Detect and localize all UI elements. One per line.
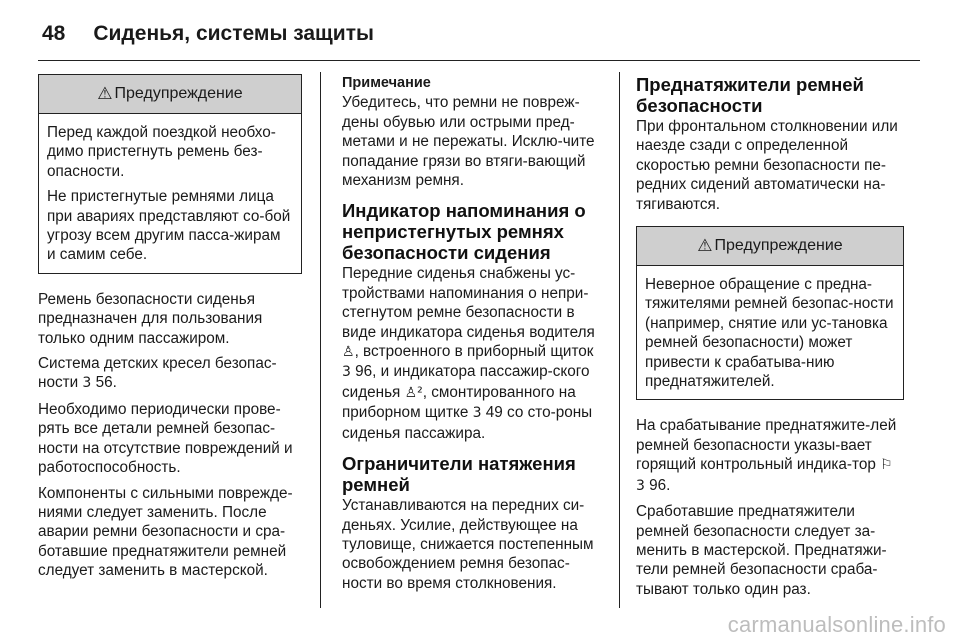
warning-triangle-icon: ⚠ <box>697 236 713 256</box>
paragraph-text: Система детских кресел безопас-ности <box>38 355 277 392</box>
warning-text: Перед каждой поездкой необхо-димо пристегнуть ремень без-опасности. <box>47 124 276 180</box>
column-middle <box>342 74 604 599</box>
watermark: carmanualsonline.info <box>727 612 946 637</box>
warning-triangle-icon: ⚠ <box>97 84 113 104</box>
paragraph: Ремень безопасности сиденья предназначен для пользования только одним пассажиром. <box>38 290 263 347</box>
page-number: 48 <box>42 22 66 45</box>
paragraph: Необходимо периодически прове-рять все детали ремней безопас-ности на отсутствие повреждений и работоспособность. <box>38 400 293 477</box>
note-title: Примечание <box>342 75 431 91</box>
airbag-indicator-icon: ⚐ <box>880 457 893 474</box>
warning-header <box>39 75 301 114</box>
section-heading: Ограничители натяжения ремней <box>342 453 576 496</box>
page-reference: 96. <box>649 476 671 494</box>
reference-arrow-icon: 3 <box>472 405 482 422</box>
paragraph-text: 96, и индикатора пассажир-ского сиденья <box>342 363 590 401</box>
paragraph-text: , встроенного в приборный щиток <box>354 343 594 361</box>
paragraph-text: На срабатывание преднатяжите-лей ремней безопасности указы-вает горящий контрольный индика-тор <box>636 417 897 474</box>
paragraph-with-ref <box>636 416 904 496</box>
warning-text: Не пристегнутые ремнями лица при авариях представляют со-бой угрозу всем другим пасса-жирам и самим себе. <box>47 188 291 264</box>
paragraph: При фронтальном столкновении или наезде сзади с определенной скоростью ремни безопасности пе-редних сидений автоматически на-тягиваются. <box>636 118 898 213</box>
column-divider <box>320 72 321 608</box>
reference-arrow-icon: 3 <box>342 364 351 381</box>
paragraph: Устанавливаются на передних си-деньях. Усилие, действующее на туловище, снижается постепенным освобождением ремня безопас-ности во время столкновения. <box>342 497 594 592</box>
warning-box <box>636 226 904 400</box>
header-divider <box>38 60 920 61</box>
paragraph-reminder <box>342 264 604 443</box>
seatbelt-passenger-icon: ♙² <box>404 384 423 401</box>
column-divider <box>619 72 620 608</box>
section-heading: Индикатор напоминания о непристегнутых ремнях безопасности сидения <box>342 200 586 264</box>
column-left <box>38 74 302 587</box>
section-heading: Преднатяжители ремней безопасности <box>636 74 864 116</box>
warning-title: Предупреждение <box>714 237 843 255</box>
paragraph: Сработавшие преднатяжители ремней безопасности следует за-менить в мастерской. Преднатяжи-тели ремней безопасности сраба-тывают только один раз. <box>636 503 887 598</box>
reference-arrow-icon: 3 <box>636 477 645 494</box>
warning-title: Предупреждение <box>114 85 243 103</box>
column-right <box>636 74 904 605</box>
warning-text: Неверное обращение с предна-тяжителями ремней безопас-ности (например, снятие или ус-тановка ремней безопасности) может привести к срабатыва-нию преднатяжителей. <box>645 276 894 391</box>
paragraph-with-ref <box>38 354 302 394</box>
page-title: Сиденья, системы защиты <box>93 22 374 45</box>
paragraph: Компоненты с сильными поврежде-ниями следует заменить. После аварии ремни безопасности и сра-ботавшие преднатяжители ремней следует заменить в мастерской. <box>38 484 293 580</box>
reference-arrow-icon: 3 <box>82 375 92 392</box>
seatbelt-driver-icon: ♙ <box>342 344 355 361</box>
warning-box <box>38 74 302 274</box>
page-reference: 56. <box>95 374 117 392</box>
paragraph-text: 49 со сто-роны сиденья пассажира. <box>342 404 593 442</box>
warning-header <box>637 227 903 266</box>
page-header <box>42 14 920 54</box>
note-text: Убедитесь, что ремни не повреж-дены обувью или острыми пред-метами и не пережаты. Исклю-чите попадание грязи во втяги-вающий механизм ремня. <box>342 94 595 190</box>
paragraph-text: Передние сиденья снабжены ус-тройствами напоминания о непри-стегнутом ремне безопасности в виде индикатора сиденья водителя <box>342 265 595 341</box>
paragraph-text: , смонтированного на приборном щитке <box>342 383 576 422</box>
